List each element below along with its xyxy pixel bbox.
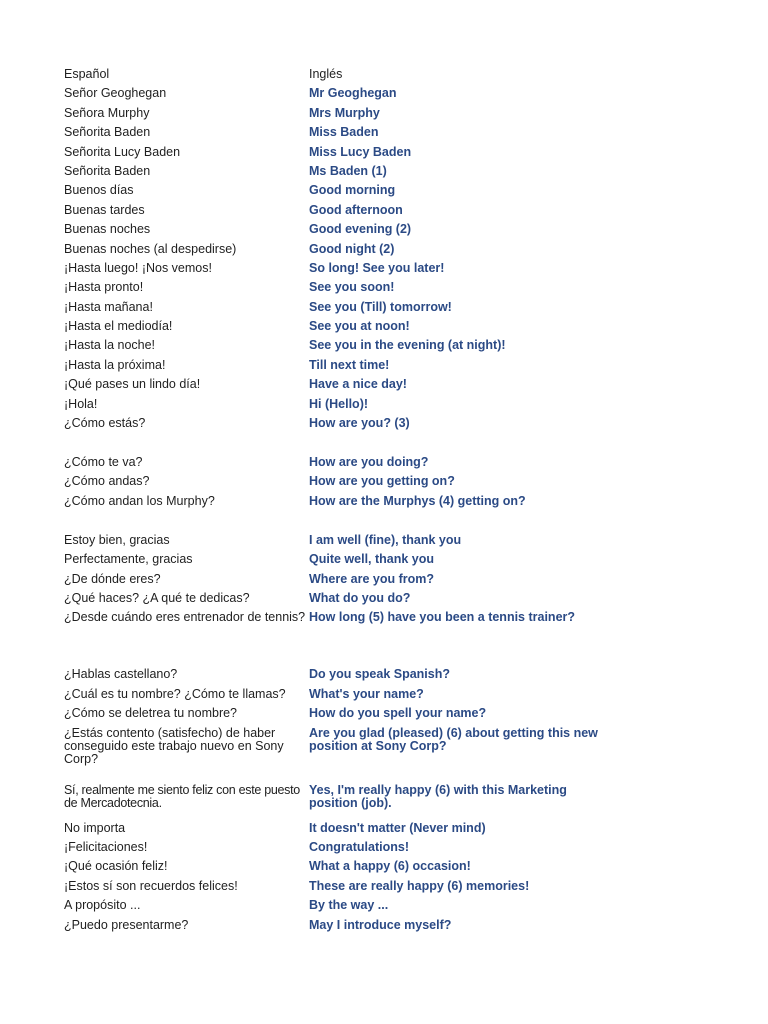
- english-phrase: How do you spell your name?: [309, 706, 487, 721]
- spanish-phrase: ¡Hasta el mediodía!: [64, 319, 173, 334]
- spanish-phrase: ¿Puedo presentarme?: [64, 917, 189, 932]
- english-phrase: How are you getting on?: [309, 474, 455, 489]
- english-phrase: See you (Till) tomorrow!: [309, 299, 452, 314]
- spanish-phrase: ¿Qué haces? ¿A qué te dedicas?: [64, 590, 250, 605]
- spanish-phrase: ¡Hasta mañana!: [64, 299, 153, 314]
- english-phrase: Have a nice day!: [309, 377, 407, 392]
- phrase-row: [64, 611, 724, 668]
- spanish-phrase: ¿Cómo andas?: [64, 474, 150, 489]
- phrase-row: [64, 553, 724, 572]
- spanish-phrase: ¡Hasta la noche!: [64, 338, 156, 353]
- english-phrase: Congratulations!: [309, 839, 409, 854]
- phrase-row: [64, 87, 724, 106]
- phrase-row: [64, 281, 724, 300]
- spanish-phrase: ¡Hasta pronto!: [64, 280, 144, 295]
- phrase-row: [64, 841, 724, 860]
- spanish-phrase: Señorita Baden: [64, 125, 151, 140]
- english-phrase: Mr Geoghegan: [309, 86, 397, 101]
- phrase-row: [64, 784, 724, 822]
- phrase-row: [64, 359, 724, 378]
- english-phrase: Good afternoon: [309, 202, 403, 217]
- english-phrase: Mrs Murphy: [309, 105, 380, 120]
- spanish-phrase: ¿Cuál es tu nombre? ¿Cómo te llamas?: [64, 686, 286, 701]
- spanish-phrase: Perfectamente, gracias: [64, 552, 193, 567]
- phrase-row: [64, 919, 724, 938]
- spanish-phrase: Estoy bien, gracias: [64, 532, 170, 547]
- english-phrase: Are you glad (pleased) (6) about getting this new position at Sony Corp?: [309, 725, 598, 753]
- english-phrase: See you soon!: [309, 280, 395, 295]
- phrase-row: [64, 668, 724, 687]
- spanish-phrase: Sí, realmente me siento feliz con este puesto de Mercadotecnia.: [64, 782, 300, 810]
- phrase-list: [64, 87, 724, 938]
- spanish-phrase: No importa: [64, 820, 126, 835]
- english-phrase: How are you? (3): [309, 416, 410, 431]
- phrase-row: [64, 146, 724, 165]
- header-row: [64, 68, 724, 87]
- spanish-phrase: ¿Cómo se deletrea tu nombre?: [64, 706, 238, 721]
- phrase-row: [64, 223, 724, 242]
- english-phrase: Quite well, thank you: [309, 552, 435, 567]
- phrase-row: [64, 417, 724, 456]
- phrase-row: [64, 688, 724, 707]
- english-phrase: What's your name?: [309, 686, 424, 701]
- english-phrase: Miss Baden: [309, 125, 379, 140]
- phrase-row: [64, 301, 724, 320]
- phrase-row: [64, 243, 724, 262]
- phrase-row: [64, 592, 724, 611]
- spanish-phrase: ¿Cómo te va?: [64, 455, 143, 470]
- spanish-phrase: Señora Murphy: [64, 105, 150, 120]
- vocabulary-document: [64, 68, 724, 938]
- phrase-row: [64, 339, 724, 358]
- spanish-phrase: Señor Geoghegan: [64, 86, 167, 101]
- spanish-phrase: Buenos días: [64, 183, 134, 198]
- english-phrase: Ms Baden (1): [309, 163, 387, 178]
- phrase-row: [64, 204, 724, 223]
- phrase-row: [64, 320, 724, 339]
- spanish-phrase: ¡Estos sí son recuerdos felices!: [64, 878, 238, 893]
- english-phrase: Yes, I'm really happy (6) with this Marketing position (job).: [309, 782, 567, 810]
- english-phrase: So long! See you later!: [309, 260, 445, 275]
- spanish-phrase: Señorita Lucy Baden: [64, 144, 181, 159]
- phrase-row: [64, 707, 724, 726]
- spanish-phrase: Señorita Baden: [64, 163, 151, 178]
- english-phrase: By the way ...: [309, 898, 389, 913]
- phrase-row: [64, 165, 724, 184]
- spanish-phrase: ¡Hola!: [64, 396, 98, 411]
- phrase-row: [64, 822, 724, 841]
- spanish-phrase: ¡Hasta luego! ¡Nos vemos!: [64, 260, 212, 275]
- english-phrase: Good evening (2): [309, 222, 412, 237]
- english-phrase: Good morning: [309, 183, 396, 198]
- phrase-row: [64, 534, 724, 553]
- english-phrase: Miss Lucy Baden: [309, 144, 412, 159]
- phrase-row: [64, 378, 724, 397]
- phrase-row: [64, 107, 724, 126]
- spanish-phrase: ¿Cómo andan los Murphy?: [64, 493, 215, 508]
- spanish-phrase: ¡Felicitaciones!: [64, 839, 148, 854]
- phrase-row: [64, 184, 724, 203]
- english-phrase: Hi (Hello)!: [309, 396, 369, 411]
- english-phrase: What a happy (6) occasion!: [309, 859, 471, 874]
- phrase-row: [64, 899, 724, 918]
- phrase-row: [64, 880, 724, 899]
- english-phrase: See you in the evening (at night)!: [309, 338, 506, 353]
- english-phrase: I am well (fine), thank you: [309, 532, 462, 547]
- phrase-row: [64, 475, 724, 494]
- phrase-row: [64, 495, 724, 534]
- english-phrase: These are really happy (6) memories!: [309, 878, 530, 893]
- spanish-phrase: ¡Qué pases un lindo día!: [64, 377, 201, 392]
- english-column-header: Inglés: [309, 67, 343, 81]
- english-phrase: How long (5) have you been a tennis trainer?: [309, 610, 576, 625]
- spanish-phrase: ¡Hasta la próxima!: [64, 357, 166, 372]
- phrase-row: [64, 456, 724, 475]
- phrase-row: [64, 573, 724, 592]
- english-phrase: See you at noon!: [309, 319, 410, 334]
- english-phrase: It doesn't matter (Never mind): [309, 820, 486, 835]
- phrase-row: [64, 727, 724, 784]
- english-phrase: Do you speak Spanish?: [309, 667, 451, 682]
- spanish-phrase: ¡Qué ocasión feliz!: [64, 859, 168, 874]
- english-phrase: How are the Murphys (4) getting on?: [309, 493, 526, 508]
- spanish-phrase: A propósito ...: [64, 898, 141, 913]
- phrase-row: [64, 398, 724, 417]
- english-phrase: How are you doing?: [309, 455, 429, 470]
- spanish-phrase: ¿De dónde eres?: [64, 571, 161, 586]
- english-phrase: May I introduce myself?: [309, 917, 452, 932]
- phrase-row: [64, 860, 724, 879]
- spanish-phrase: Buenas tardes: [64, 202, 145, 217]
- spanish-column-header: Español: [64, 67, 110, 81]
- phrase-row: [64, 126, 724, 145]
- spanish-phrase: Buenas noches: [64, 222, 151, 237]
- english-phrase: Where are you from?: [309, 571, 435, 586]
- english-phrase: Till next time!: [309, 357, 390, 372]
- spanish-phrase: ¿Hablas castellano?: [64, 667, 178, 682]
- spanish-phrase: ¿Desde cuándo eres entrenador de tennis?: [64, 610, 306, 625]
- english-phrase: What do you do?: [309, 590, 411, 605]
- spanish-phrase: ¿Estás contento (satisfecho) de haber conseguido este trabajo nuevo en Sony Corp?: [64, 725, 284, 766]
- spanish-phrase: Buenas noches (al despedirse): [64, 241, 237, 256]
- spanish-phrase: ¿Cómo estás?: [64, 416, 146, 431]
- english-phrase: Good night (2): [309, 241, 395, 256]
- phrase-row: [64, 262, 724, 281]
